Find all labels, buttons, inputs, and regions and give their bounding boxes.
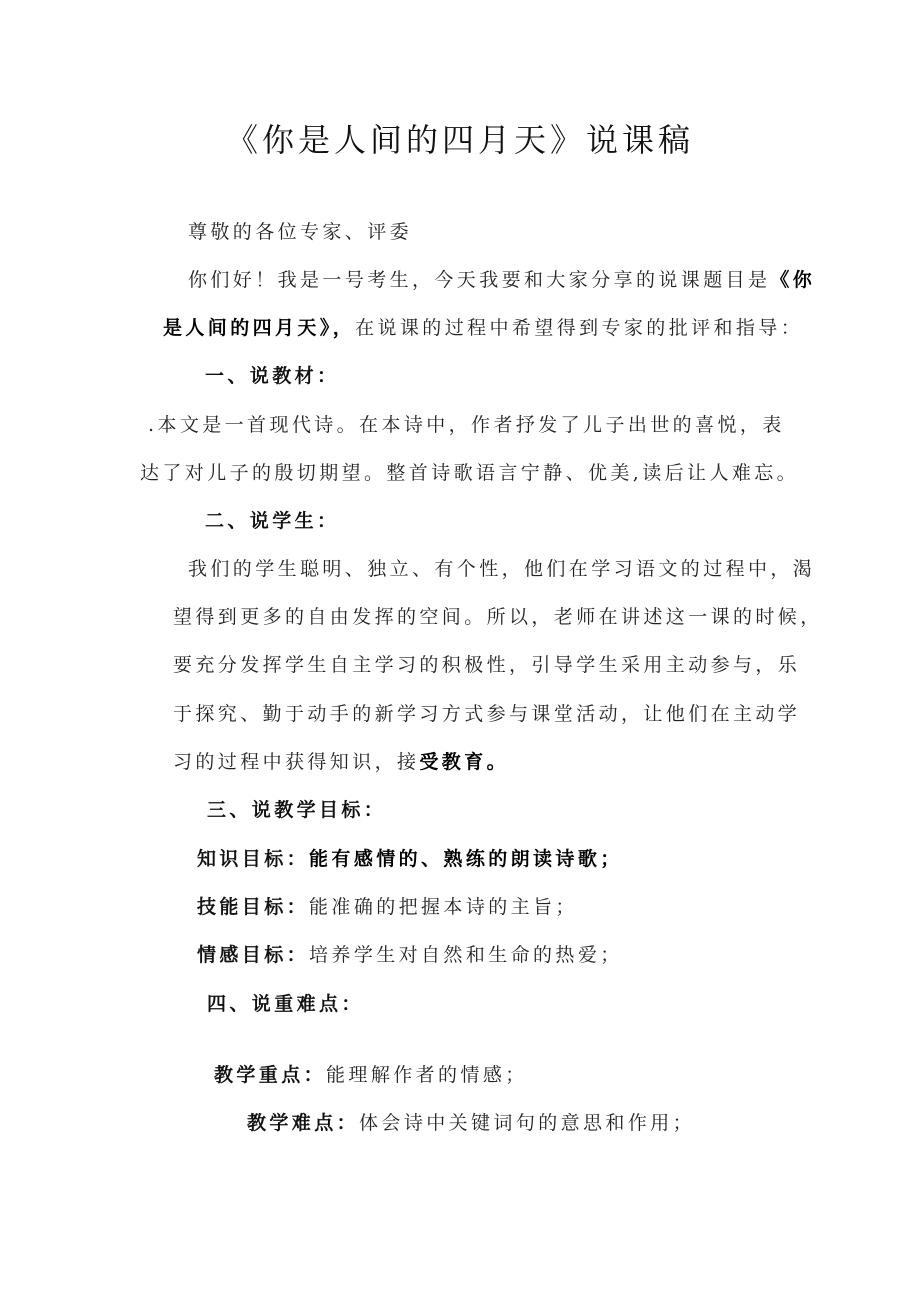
section-2-line: 要充分发挥学生自主学习的积极性，引导学生采用主动参与，乐 [173, 654, 801, 676]
section-2-line-last [173, 750, 509, 774]
intro-title-ref: 《你 [770, 269, 816, 291]
greeting: 尊敬的各位专家、评委 [188, 221, 413, 243]
key-point-label: 教学重点： [214, 1064, 327, 1086]
section-heading-textbook: 一、说教材： [205, 365, 340, 387]
section-2-text-bold: 受教育。 [419, 751, 510, 773]
difficult-point [247, 1111, 695, 1135]
difficult-point-text: 体会诗中关键词句的意思和作用； [359, 1112, 696, 1134]
goal-skill [197, 895, 578, 919]
goal-text: 培养学生对自然和生命的热爱； [309, 944, 623, 966]
goal-knowledge [197, 847, 623, 871]
goal-label: 知识目标： [197, 848, 310, 870]
intro-line-1 [188, 268, 815, 292]
section-2-line: 我们的学生聪明、独立、有个性，他们在学习语文的过程中，渴 [188, 558, 816, 580]
intro-line-2 [163, 316, 803, 340]
section-heading-goals: 三、说教学目标： [207, 799, 387, 821]
goal-text: 能有感情的、熟练的朗读诗歌； [309, 848, 623, 870]
goal-label: 情感目标： [197, 944, 310, 966]
key-point [214, 1063, 528, 1087]
document-title: 《你是人间的四月天》说课稿 [225, 121, 694, 159]
section-2-text: 习的过程中获得知识，接 [173, 751, 420, 773]
goal-emotion [197, 943, 623, 967]
section-heading-key-points: 四、说重难点： [207, 993, 364, 1015]
section-2-line: 于探究、勤于动手的新学习方式参与课堂活动，让他们在主动学 [173, 703, 801, 725]
goal-text: 能准确的把握本诗的主旨； [309, 896, 578, 918]
key-point-text: 能理解作者的情感； [326, 1064, 528, 1086]
section-1-line: 达了对儿子的殷切期望。整首诗歌语言宁静、优美,读后让人难忘。 [140, 462, 800, 484]
intro-text-cont: 在说课的过程中希望得到专家的批评和指导： [355, 317, 804, 339]
section-1-line: .本文是一首现代诗。在本诗中，作者抒发了儿子出世的喜悦，表 [148, 414, 785, 436]
section-2-line: 望得到更多的自由发挥的空间。所以，老师在讲述这一课的时候， [173, 606, 823, 628]
section-heading-students: 二、说学生： [205, 510, 340, 532]
intro-text: 你们好！我是一号考生，今天我要和大家分享的说课题目是 [188, 269, 771, 291]
goal-label: 技能目标： [197, 896, 310, 918]
intro-title-ref-cont: 是人间的四月天》， [163, 317, 356, 339]
difficult-point-label: 教学难点： [247, 1112, 360, 1134]
